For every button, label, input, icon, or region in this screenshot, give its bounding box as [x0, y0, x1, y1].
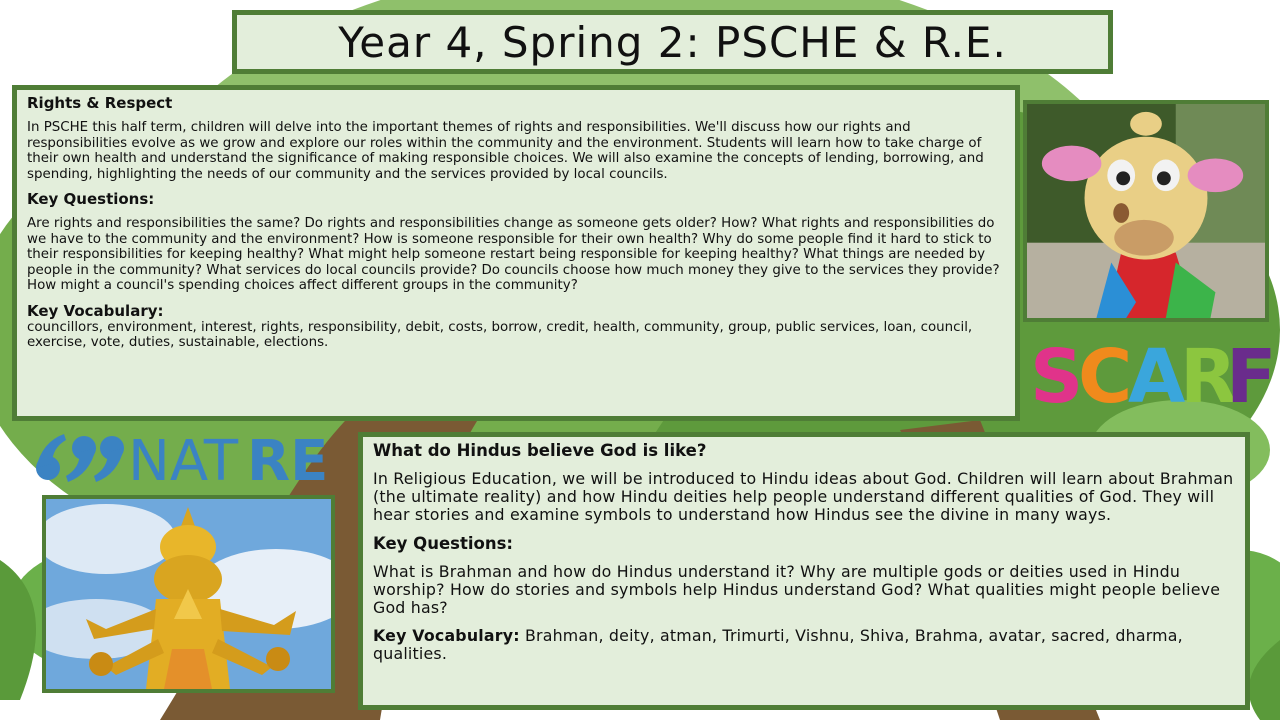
pshe-vocab-heading: Key Vocabulary:	[27, 301, 164, 320]
svg-text:R: R	[1180, 338, 1237, 410]
pshe-heading: Rights & Respect	[27, 94, 173, 112]
re-questions-heading: Key Questions:	[373, 534, 514, 553]
pshe-questions-heading: Key Questions:	[27, 190, 155, 208]
re-intro: In Religious Education, we will be introduced to Hindu ideas about God. Children will learn about Brahman (the ultimate reality) and how Hindu deities help people understand different qualities of God. They will hear stories and examine symbols to understand how Hindus see the divine in many ways.	[373, 469, 1234, 524]
natre-logo-left: NAT	[128, 429, 239, 488]
re-questions: What is Brahman and how do Hindus understand it? Why are multiple gods or deities used in Hindu worship? How do stories and symbols help Hindus understand God? What qualities might people believe God has?	[373, 562, 1221, 617]
brahma-statue-photo	[42, 495, 335, 693]
natre-logo	[34, 428, 338, 488]
re-heading: What do Hindus believe God is like?	[373, 441, 707, 460]
svg-text:S: S	[1030, 338, 1084, 410]
re-section	[358, 432, 1250, 710]
svg-text:F: F	[1226, 338, 1274, 410]
natre-logo-right: RE	[247, 429, 329, 488]
scarf-logo	[1028, 338, 1274, 410]
svg-text:A: A	[1128, 338, 1186, 410]
re-vocab: Brahman, deity, atman, Trimurti, Vishnu, Shiva, Brahma, avatar, sacred, dharma, qualities.	[373, 626, 1183, 663]
pshe-intro: In PSCHE this half term, children will delve into the important themes of rights and responsibilities. We'll discuss how our rights and responsibilities evolve as we grow and explore our roles within the community and the environment. Students will learn how to take charge of their own health and understand the significance of making responsible choices. We will also examine the concepts of lending, borrowing, and spending, highlighting the needs of our community and the services provided by local councils.	[27, 120, 984, 182]
svg-text:C: C	[1078, 338, 1133, 410]
re-vocab-heading: Key Vocabulary:	[373, 626, 520, 645]
page-title: Year 4, Spring 2: PSCHE & R.E.	[338, 17, 1007, 67]
pshe-section	[12, 85, 1020, 421]
title-banner	[232, 10, 1113, 74]
giraffe-puppet-photo	[1023, 100, 1269, 322]
pshe-questions: Are rights and responsibilities the same? Do rights and responsibilities change as someone gets older? How? What rights and responsibilities do we have to the community and the environment? How is someone responsible for their own health? Why do some people find it hard to stick to their responsibilities for keeping healthy? What might help someone restart being responsible for keeping healthy? What things are needed by people in the community? What services do local councils provide? Do councils choose how much money they give to the services they provide? How might a council's spending choices affect different groups in the community?	[27, 216, 1000, 293]
re-vocab-line	[373, 627, 1235, 663]
pshe-vocab: councillors, environment, interest, rights, responsibility, debit, costs, borrow, credit, health, community, group, public services, loan, council, exercise, vote, duties, sustainable, elections.	[27, 319, 973, 350]
